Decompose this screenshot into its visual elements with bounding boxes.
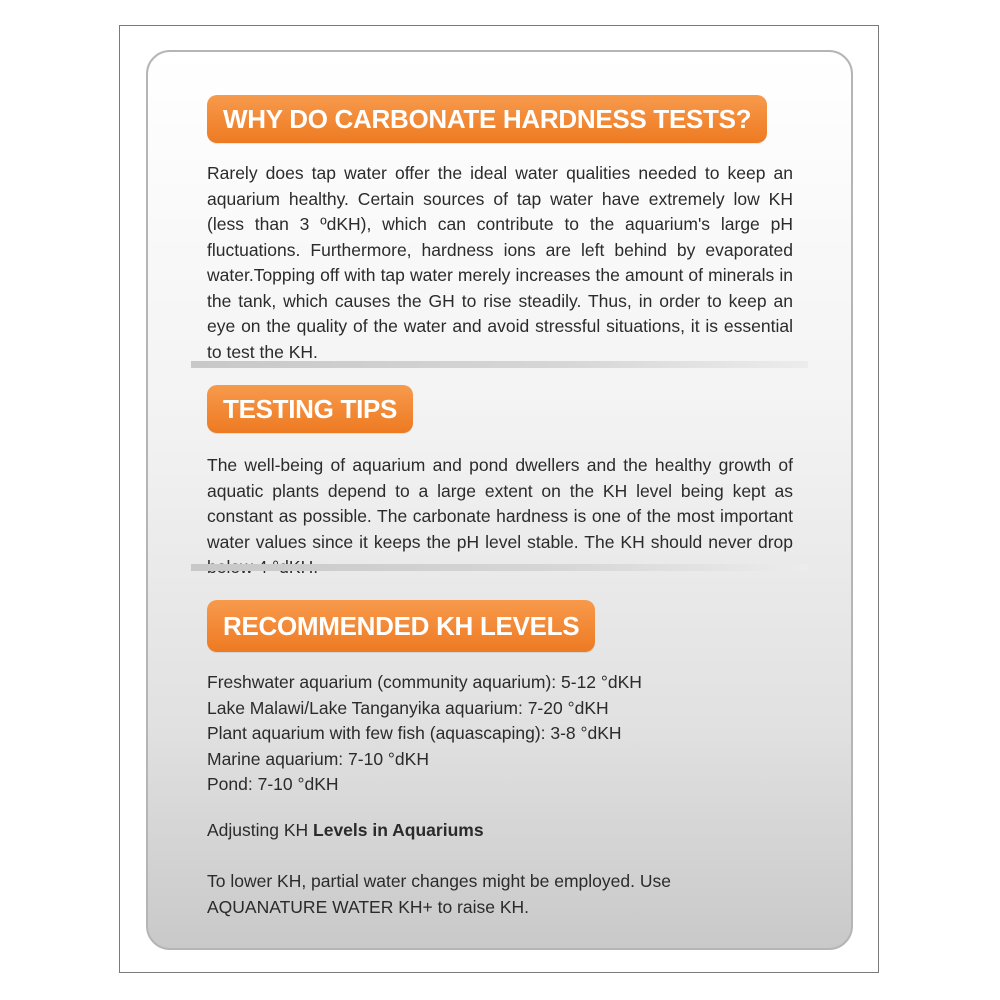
list-item: Marine aquarium: 7-10 °dKH [207,748,429,769]
list-item: Lake Malawi/Lake Tanganyika aquarium: 7-20 °dKH [207,697,609,718]
section-divider [191,361,808,368]
list-item: Pond: 7-10 °dKH [207,774,339,794]
adjusting-kh-bold: Levels in Aquariums [313,820,484,840]
section-heading-why-test: WHY DO CARBONATE HARDNESS TESTS? [207,95,767,143]
list-item: Plant aquarium with few fish (aquascaping): 3-8 °dKH [207,723,622,743]
adjusting-kh-line [207,818,793,844]
section-heading-recommended-levels: RECOMMENDED KH LEVELS [207,600,595,652]
adjusting-kh-prefix: Adjusting KH [207,820,314,840]
section-body-testing-tips: The well-being of aquarium and pond dwellers and the healthy growth of aquatic plants depend to a large extent on the KH level being kept as constant as possible. The carbonate hardness is one of the most important water values since it keeps the pH level stable. The KH should never drop [207,455,793,552]
adjusting-kh-note: To lower KH, partial water changes might be employed. Use AQUANATURE WATER KH+ to raise KH. [207,871,671,917]
section-heading-testing-tips: TESTING TIPS [207,385,413,433]
kh-levels-list [207,670,793,798]
section-body-why-test: Rarely does tap water offer the ideal water qualities needed to keep an aquarium healthy. Certain sources of tap water have extremely low KH (less than 3 ºdKH), which can contribute to the aquarium's large pH fluctuations. Furthermore, hardness ions are left behind by evaporated water.Topping off with tap water merely increases the amount of minerals in the tank, which causes the GH to rise steadily. Thus, in order to keep an eye on the quality of the water and avoid stressful situations, it is essential to test the KH. [207,163,793,362]
list-item: Freshwater aquarium (community aquarium): 5-12 °dKH [207,672,642,692]
section-divider [191,564,808,571]
